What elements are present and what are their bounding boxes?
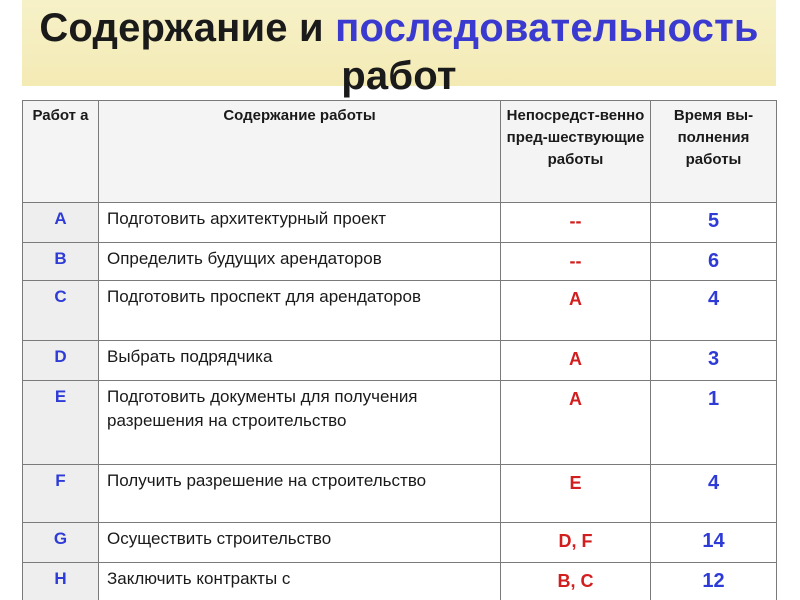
work-table: [22, 100, 777, 600]
work-description: Подготовить документы для получения разрешения на строительство: [99, 381, 501, 465]
work-time: 14: [651, 523, 777, 563]
slide-title: [22, 4, 776, 100]
table-row: [23, 203, 777, 243]
work-description: Заключить контракты с: [99, 563, 501, 600]
header-time: Время вы-полнения работы: [651, 101, 777, 203]
work-description: Получить разрешение на строительство: [99, 465, 501, 523]
table-row: [23, 243, 777, 281]
work-code: G: [23, 523, 99, 563]
work-predecessors: --: [501, 243, 651, 281]
table-row: [23, 281, 777, 341]
work-code: D: [23, 341, 99, 381]
work-description: Подготовить архитектурный проект: [99, 203, 501, 243]
work-predecessors: E: [501, 465, 651, 523]
work-description: Определить будущих арендаторов: [99, 243, 501, 281]
work-time: 12: [651, 563, 777, 600]
work-code: B: [23, 243, 99, 281]
work-predecessors: A: [501, 281, 651, 341]
work-time: 3: [651, 341, 777, 381]
work-code: A: [23, 203, 99, 243]
work-time: 5: [651, 203, 777, 243]
header-content: Содержание работы: [99, 101, 501, 203]
table-row: [23, 563, 777, 600]
header-row: [23, 101, 777, 203]
header-predecessors: Непосредст-венно пред-шествующие работы: [501, 101, 651, 203]
table-row: [23, 523, 777, 563]
title-part2: работ: [341, 54, 457, 98]
work-description: Осуществить строительство: [99, 523, 501, 563]
work-predecessors: A: [501, 381, 651, 465]
work-time: 1: [651, 381, 777, 465]
work-predecessors: A: [501, 341, 651, 381]
work-predecessors: B, C: [501, 563, 651, 600]
header-work: Работ а: [23, 101, 99, 203]
work-description: Выбрать подрядчика: [99, 341, 501, 381]
title-accent: последовательность: [335, 6, 759, 50]
work-time: 4: [651, 465, 777, 523]
table-row: [23, 341, 777, 381]
work-predecessors: D, F: [501, 523, 651, 563]
work-time: 4: [651, 281, 777, 341]
table-row: [23, 381, 777, 465]
work-code: E: [23, 381, 99, 465]
table-row: [23, 465, 777, 523]
title-part1: Содержание и: [39, 6, 336, 50]
work-code: F: [23, 465, 99, 523]
work-time: 6: [651, 243, 777, 281]
work-code: C: [23, 281, 99, 341]
work-description: Подготовить проспект для арендаторов: [99, 281, 501, 341]
work-code: H: [23, 563, 99, 600]
work-predecessors: --: [501, 203, 651, 243]
